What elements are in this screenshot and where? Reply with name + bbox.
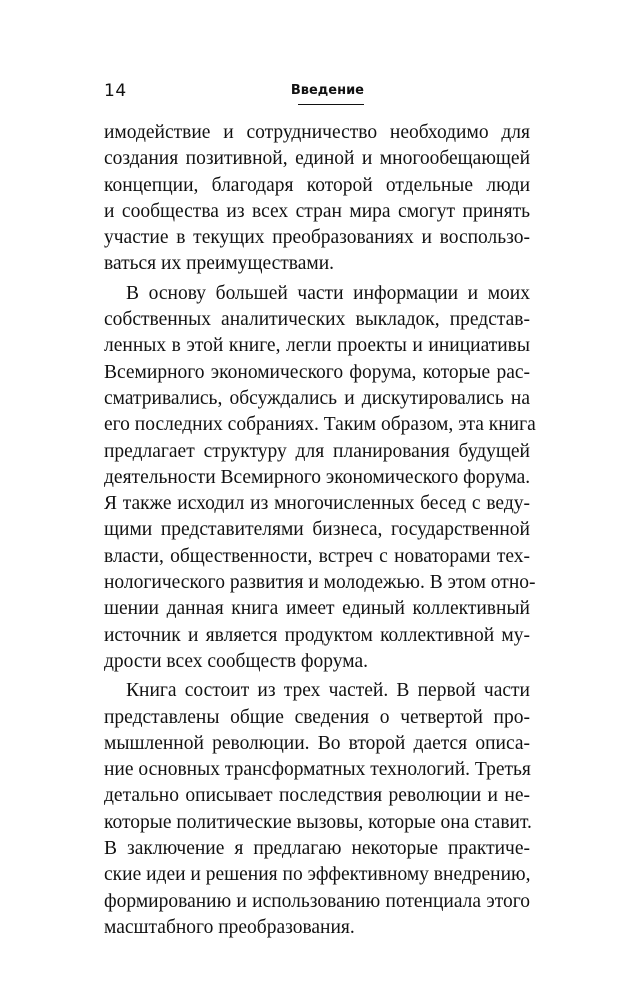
- text-line: В основу большей части информации и моих: [126, 282, 530, 304]
- text-line: формированию и использованию потенциала этого: [104, 890, 530, 912]
- text-line: которые политические вызовы, которые она ставит.: [104, 811, 532, 833]
- text-line: шении данная книга имеет единый коллективный: [104, 598, 530, 620]
- text-line: сматривались, обсуждались и дискутировались на: [104, 387, 530, 409]
- text-line: ваться их преимуществами.: [104, 253, 335, 275]
- text-line: источник и является продуктом коллективной му-: [104, 624, 530, 646]
- text-line: дрости всех сообществ форума.: [104, 650, 369, 672]
- page-header: [104, 78, 364, 108]
- text-line: и сообщества из всех стран мира смогут принять: [104, 200, 530, 222]
- text-line: концепции, благодаря которой отдельные люди: [104, 174, 530, 196]
- text-line: детально описывает последствия революции и не-: [104, 785, 530, 807]
- text-line: власти, общественности, встреч с новаторами тех-: [104, 545, 530, 567]
- body-text: [104, 120, 536, 941]
- running-head: Введение: [290, 83, 364, 98]
- text-line: мышленной революции. Во второй дается описа-: [104, 732, 530, 754]
- text-line: ленных в этой книге, легли проекты и инициативы: [104, 335, 530, 357]
- text-line: Всемирного экономического форума, которые рас-: [104, 361, 530, 383]
- paragraph-3: [104, 678, 530, 941]
- text-line: ние основных трансформатных технологий. Третья: [104, 759, 531, 781]
- text-line: создания позитивной, единой и многообещающей: [104, 148, 530, 170]
- text-line: Я также исходил из многочисленных бесед с веду-: [104, 493, 530, 515]
- text-line: Книга состоит из трех частей. В первой части: [126, 680, 530, 702]
- text-line: щими представителями бизнеса, государственной: [104, 519, 530, 541]
- text-line: нологического развития и молодежью. В этом отно-: [104, 572, 536, 594]
- text-line: масштабного преобразования.: [104, 916, 355, 938]
- text-line: В заключение я предлагаю некоторые практиче-: [104, 838, 530, 860]
- text-line: ские идеи и решения по эффективному внедрению,: [104, 864, 531, 886]
- running-head-underline: [298, 104, 364, 105]
- text-line: предлагает структуру для планирования будущей: [104, 440, 530, 462]
- text-line: участие в текущих преобразованиях и воспользо-: [104, 227, 530, 249]
- paragraph-2: [104, 281, 536, 675]
- text-line: имодействие и сотрудничество необходимо для: [104, 122, 530, 143]
- text-line: представлены общие сведения о четвертой про-: [104, 706, 530, 728]
- text-line: деятельности Всемирного экономического форума.: [104, 466, 531, 488]
- paragraph-1: [104, 120, 530, 278]
- text-line: его последних собраниях. Таким образом, эта книга: [104, 414, 536, 436]
- text-line: собственных аналитических выкладок, представ-: [104, 309, 530, 331]
- page-number: 14: [104, 81, 127, 101]
